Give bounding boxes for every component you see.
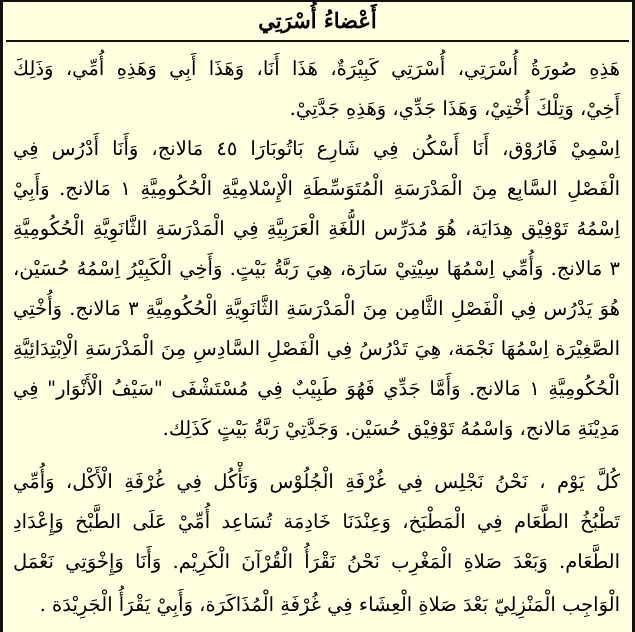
text-line: اِسْمُهُ تَوْفِيْق هِدَايَة، هُوَ مُدَرِّس اللُّغَةِ الْعَرَبِيَّةِ فِي الْمَدْرَسَةِ الثَّانَوِيَّةِ الْحُكُومِيَّةِ [13, 217, 620, 240]
text-line: الْحُكُومِيَّةِ ١ مَالانج. وَأَمَّا جَدِّي فَهُوَ طَبِيْبٌ فِي مُسْتَشْفَى "سَيْفُ الْأَنْوَار" فِي [13, 377, 620, 400]
page-title: أَعْضاءُ أُسْرَتِي [258, 8, 377, 33]
text-line: أَخِيْ، وَتِلْكَ أُخْتِيْ، وَهَذَا جَدِّي، وَهَذِهِ جَدَّتِيْ. [289, 97, 620, 120]
text-line: كُلَّ يَوْم ، نَحْنُ نَجْلِس فِي غُرْفَةِ الْجُلُوْس وَنَأْكُل فِي غُرْفَةِ الْأَكْل، وَأُمِّي [13, 470, 620, 493]
text-line: الْوَاجِب الْمَنْزِلِيّ بَعْدَ صَلاةِ الْعِشَاء فِي غُرْفَةِ الْمُذَاكَرَة، وَأَبِيْ يَقْرَأُ الْجَرِيْدَة . [39, 593, 620, 616]
text-line: مَدِيْنَةِ مَالانج، وَاسْمُهُ تَوْفِيْق حُسَيْن. وَجَدَّتِيْ رَبَّةُ بَيْتٍ كَذَلِك. [162, 417, 620, 440]
text-line: هَذِهِ صُورَةُ أُسْرَتِي، أُسْرَتِي كَبِيْرَةٌ، هَذَا أَنَا، وَهَذَا أَبِي وَهَذِهِ أُمِّي، وَذَلِكَ [13, 57, 620, 80]
text-line: تَطْبُخُ الطَّعَام فِي الْمَطْبَخ، وَعِنْدَنَا خَادِمَة تُسَاعِد أُمِّيْ عَلَى الطَّبْخ وَإِعْدَادِ [13, 510, 620, 533]
text-line: اِسْمِيْ فَارُوْق، أَنَا أَسْكُن فِي شَارِع بَاتُوبَارَا ٤٥ مَالانج، وَأَنَا أَدْرُس فِي [13, 137, 620, 160]
text-line: الصَّغِيْرَة اِسْمُهَا نَجْمَة، هِيَ تَدْرُسُ فِي الْفَصْلِ السَّادِسِ مِنَ الْمَدْرَسَةِ الْاِبْتِدَائِيَّةِ [13, 337, 620, 360]
text-line: ٣ مَالانج. وَأُمِّي اِسْمُهَا سِيْتِيْ سَارَة، هِيَ رَبَّةُ بَيْتٍ. وَأَخِي الْكَبِيْرُ اِسْمُهُ حُسَيْن، [13, 257, 620, 280]
text-line: الْفَصْلِ السَّابِع مِنَ الْمَدْرَسَةِ الْمُتَوَسِّطَةِ الْإِسْلامِيَّةِ الْحُكُومِيَّةِ ١ مَالانج. وَأَبِيْ [13, 177, 620, 200]
text-line: هُوَ يَدْرُس فِي الْفَصْلِ الثَّامِن مِنَ الْمَدْرَسَةِ الثَّانَوِيَّةِ الْحُكُومِيَّةِ ٣ مَالانج. وَأُخْتِي [13, 297, 620, 320]
text-line: الطَّعَام. وَبَعْدَ صَلاةِ الْمَغْرِب نَحْنُ نَقْرَأُ الْقُرْآنَ الْكَرِيْم. وَأَنَا وَإِخْوَتِي نَعْمَل [13, 550, 620, 573]
title-divider [6, 40, 629, 42]
